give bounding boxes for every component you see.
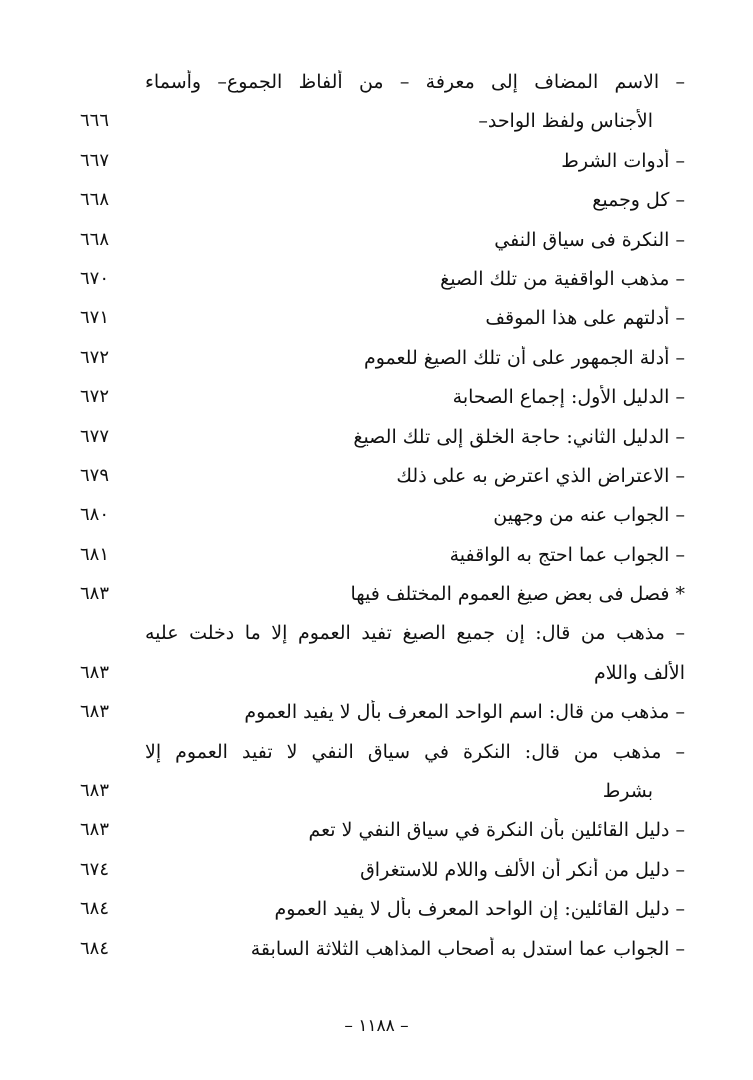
- toc-entry: [80, 497, 685, 536]
- toc-entry: [80, 261, 685, 300]
- toc-entry: [80, 379, 685, 418]
- toc-entry-page: ٦٦٦: [80, 110, 110, 132]
- toc-entry: [80, 655, 685, 694]
- toc-entry-page: ٦٨٣: [80, 819, 110, 841]
- toc-entry: [80, 812, 685, 851]
- toc-entry-page: ٦٧١: [80, 307, 110, 329]
- toc-entry: [80, 852, 685, 891]
- toc-entry-title: – أدوات الشرط: [561, 149, 685, 172]
- toc-entry-title: – الاعتراض الذي اعترض به على ذلك: [396, 464, 685, 487]
- toc-entry-title: – مذهب الواقفية من تلك الصيغ: [440, 267, 685, 290]
- toc-entry-page: ٦٨٤: [80, 898, 110, 920]
- toc-entry: [80, 931, 685, 970]
- toc-entry-title: – كل وجميع: [592, 189, 685, 212]
- toc-entry: [80, 615, 685, 654]
- toc-entry: [80, 537, 685, 576]
- toc-entry-page: ٦٨٣: [80, 583, 110, 605]
- toc-entry-page: ٦٨٣: [80, 701, 110, 723]
- toc-entry-page: ٦٦٨: [80, 189, 110, 211]
- toc-entry-title: – النكرة فى سياق النفي: [494, 228, 685, 251]
- toc-section-heading: [80, 576, 685, 615]
- toc-entry-title: بشرط: [602, 780, 653, 803]
- toc-entry-title: – دليل القائلين بأن النكرة في سياق النفي لا تعم: [308, 819, 685, 842]
- toc-entry: [80, 734, 685, 773]
- toc-entry: [80, 694, 685, 733]
- toc-entry-title: الألف واللام: [594, 661, 685, 684]
- toc-entry-page: ٦٨١: [80, 543, 110, 565]
- table-of-contents: [80, 64, 685, 970]
- toc-entry: [80, 64, 685, 103]
- toc-entry-title: – الدليل الثاني: حاجة الخلق إلى تلك الصيغ: [353, 425, 685, 448]
- toc-entry-page: ٦٨٠: [80, 504, 110, 526]
- toc-entry: [80, 103, 685, 142]
- toc-entry-title: – الجواب عما استدل به أصحاب المذاهب الثلاثة السابقة: [250, 937, 685, 960]
- toc-entry-title: * فصل فى بعض صيغ العموم المختلف فيها: [350, 583, 685, 606]
- toc-entry-title: – دليل من أنكر أن الألف واللام للاستغراق: [360, 858, 685, 881]
- toc-entry: [80, 773, 685, 812]
- toc-entry-title: – الاسم المضاف إلى معرفة – من ألفاظ الجموع– وأسماء: [145, 71, 685, 93]
- toc-entry-page: ٦٨٤: [80, 937, 110, 959]
- toc-entry: [80, 300, 685, 339]
- toc-entry: [80, 222, 685, 261]
- toc-entry-title: – مذهب من قال: اسم الواحد المعرف بأل لا يفيد العموم: [244, 701, 685, 724]
- toc-entry-page: ٦٦٧: [80, 149, 110, 171]
- toc-entry-title: – الجواب عنه من وجهين: [493, 504, 685, 527]
- toc-entry-title: – الدليل الأول: إجماع الصحابة: [452, 386, 685, 409]
- toc-entry-title: – مذهب من قال: النكرة في سياق النفي لا تفيد العموم إلا: [145, 740, 685, 763]
- toc-entry: [80, 340, 685, 379]
- toc-entry-page: ٦٧٧: [80, 425, 110, 447]
- toc-entry-page: ٦٨٣: [80, 780, 110, 802]
- toc-entry: [80, 419, 685, 458]
- toc-entry-page: ٦٧٤: [80, 858, 110, 880]
- toc-entry-title: – الجواب عما احتج به الواقفية: [449, 543, 685, 566]
- toc-entry-page: ٦٦٨: [80, 228, 110, 250]
- toc-entry: [80, 458, 685, 497]
- toc-entry-page: ٦٧٠: [80, 267, 110, 289]
- toc-entry: [80, 891, 685, 930]
- toc-entry-page: ٦٧٩: [80, 464, 110, 486]
- toc-entry-title: – أدلة الجمهور على أن تلك الصيغ للعموم: [363, 346, 685, 369]
- toc-entry-title: الأجناس ولفظ الواحد–: [478, 110, 653, 133]
- toc-entry-title: – دليل القائلين: إن الواحد المعرف بأل لا يفيد العموم: [274, 898, 685, 921]
- toc-entry-page: ٦٨٣: [80, 661, 110, 683]
- toc-entry-page: ٦٧٢: [80, 386, 110, 408]
- toc-entry-page: ٦٧٢: [80, 346, 110, 368]
- toc-entry-title: – مذهب من قال: إن جميع الصيغ تفيد العموم إلا ما دخلت عليه: [145, 622, 685, 645]
- toc-entry: [80, 182, 685, 221]
- toc-entry: [80, 143, 685, 182]
- page-number: – ١١٨٨ –: [344, 1016, 409, 1036]
- toc-entry-title: – أدلتهم على هذا الموقف: [485, 307, 685, 330]
